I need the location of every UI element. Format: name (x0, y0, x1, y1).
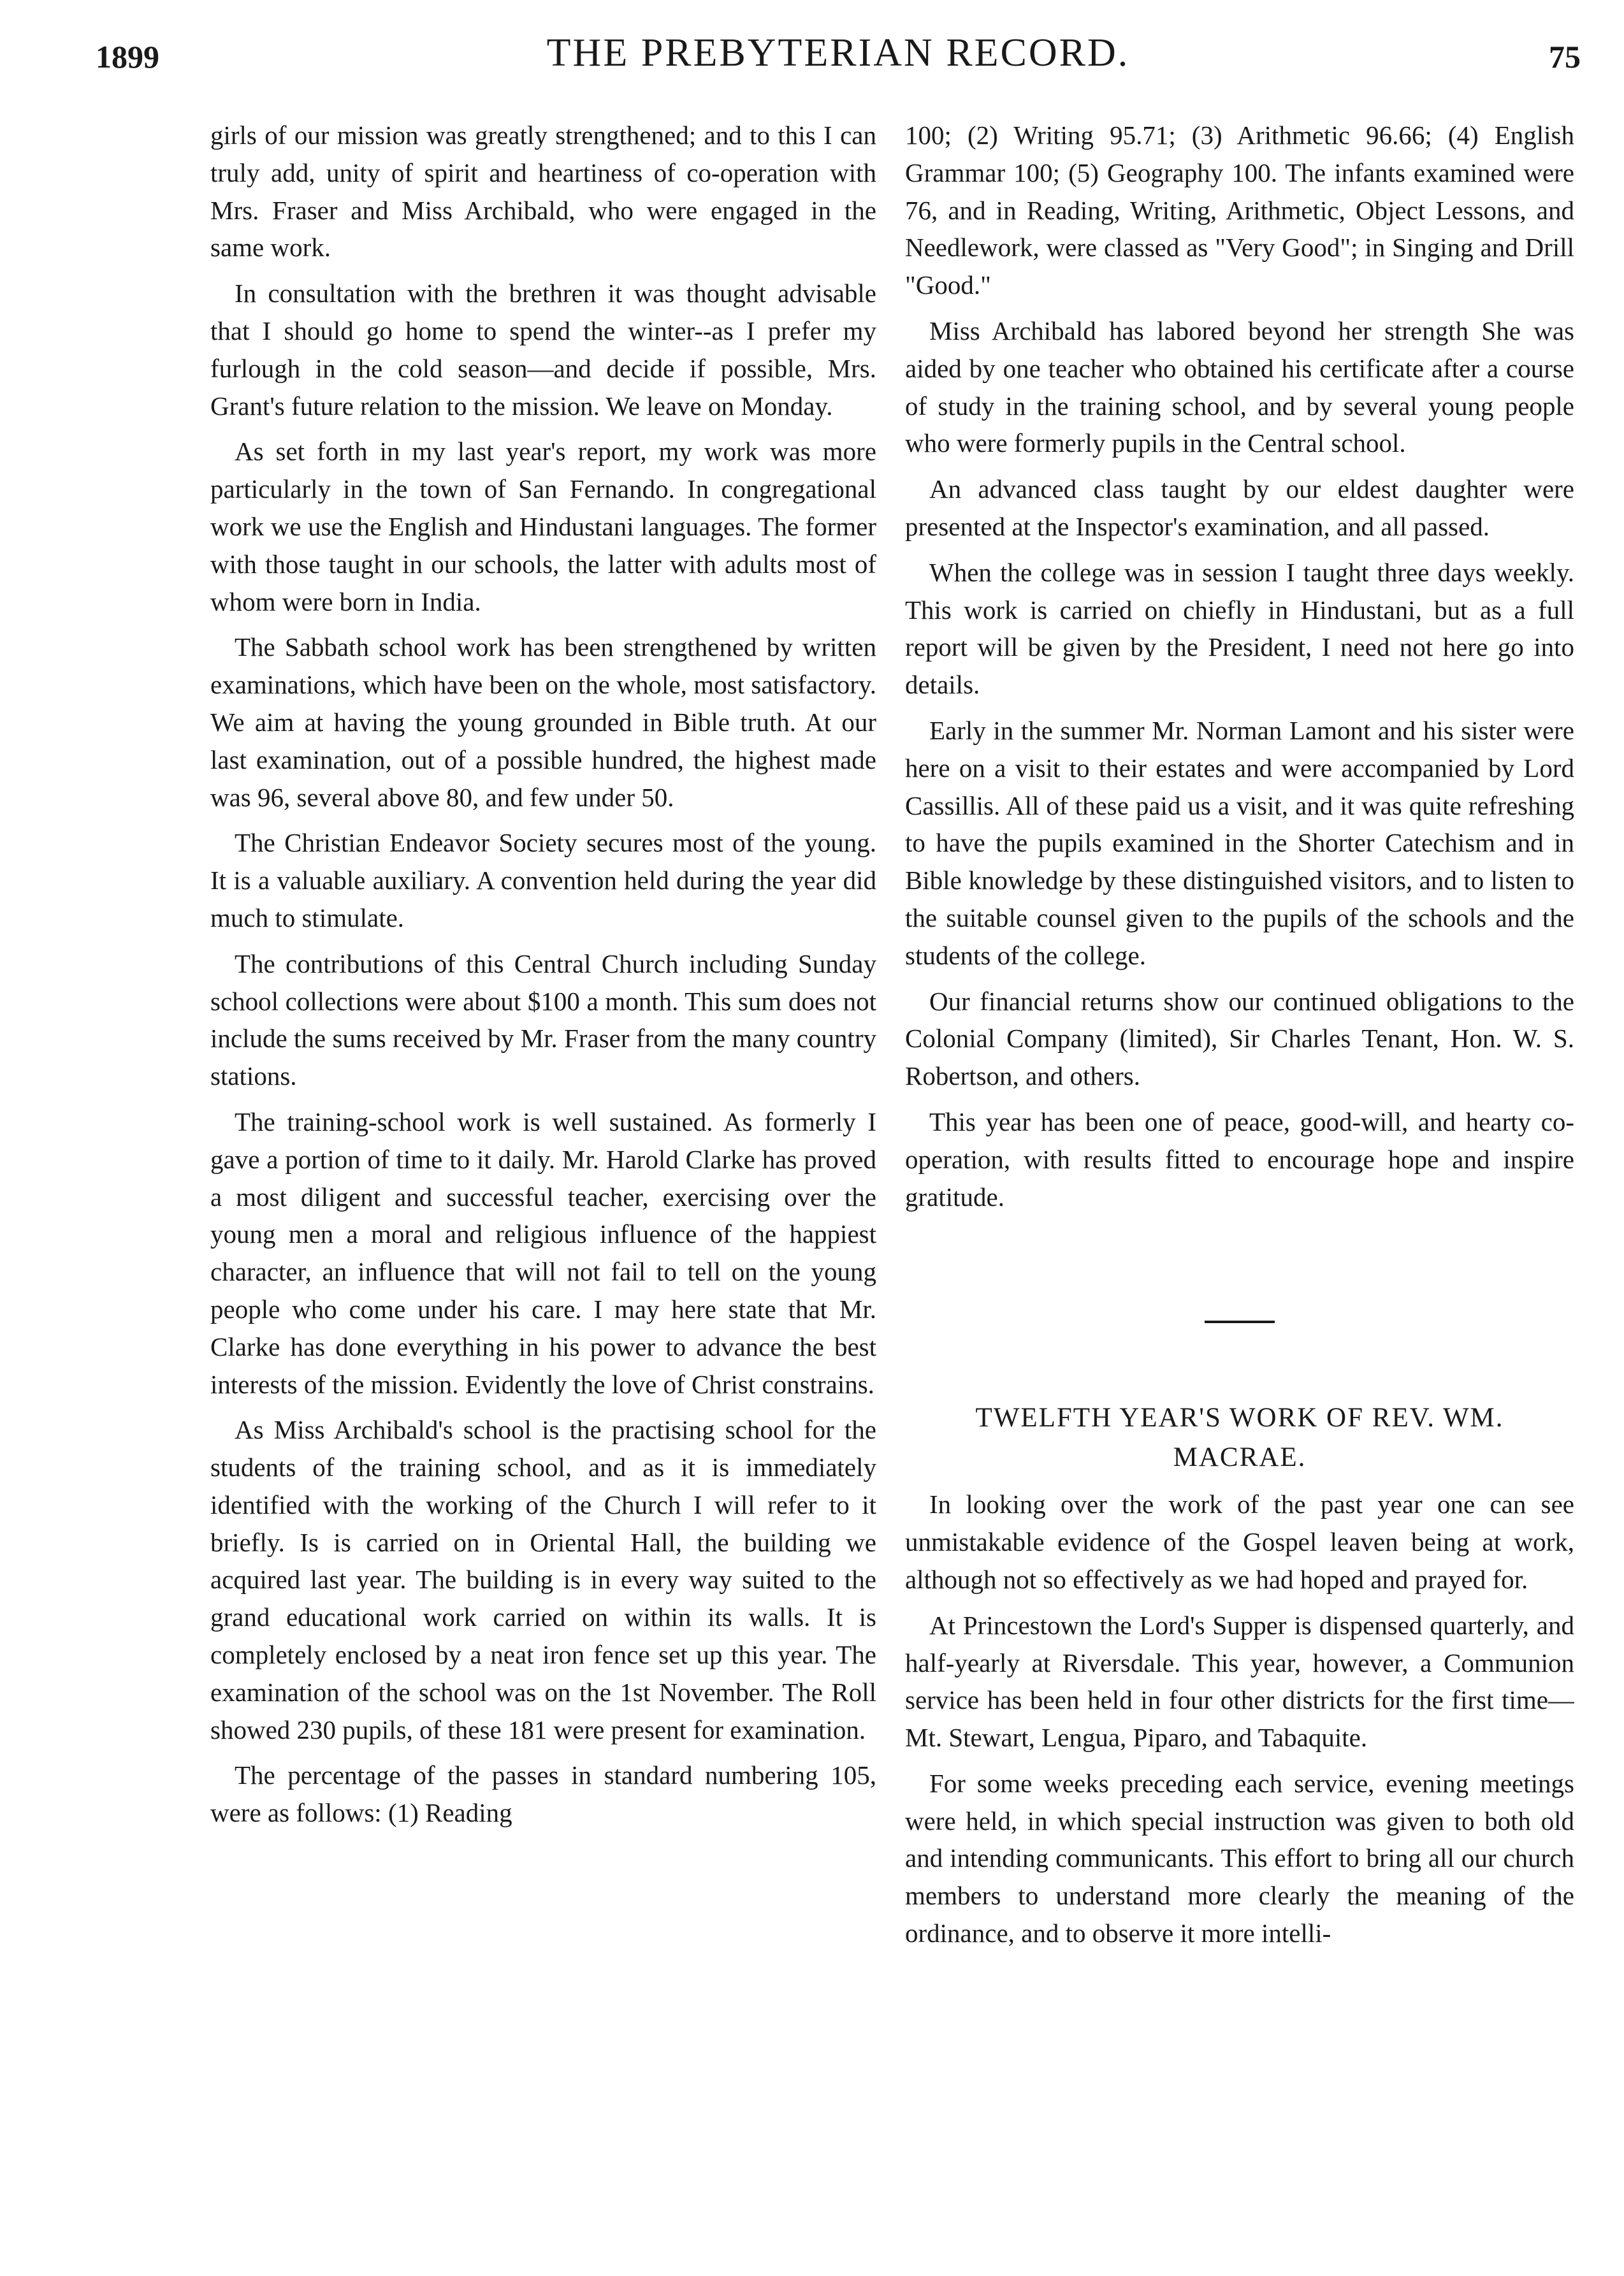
paragraph: The contributions of this Central Church including Sunday school collections were about $100 a month. This sum does not include the sums received by Mr. Fraser from the many country stations. (210, 948, 876, 1091)
paragraph: The percentage of the passes in standard numbering 105, were as follows: (1) Reading (210, 1760, 876, 1828)
section-title-line-1: TWELFTH YEAR'S WORK OF REV. WM. (975, 1403, 1504, 1433)
paragraph: The training-school work is well sustained. As formerly I gave a portion of time to it daily. Mr. Harold Clarke has proved a most diligent and successful teacher, exercising over the young men a moral and religious influence of the happiest character, an influence that will not fail to tell on the young people who come under his care. I may here state that Mr. Clarke has done everything in his power to advance the best interests of the mission. Evidently the love of Christ constrains. (210, 1106, 876, 1399)
paragraph: When the college was in session I taught three days weekly. This work is carried on chiefly in Hindustani, but as a full report will be given by the President, I need not here go into details. (905, 557, 1574, 700)
section-title (905, 1398, 1574, 1477)
paragraph: In consultation with the brethren it was thought advisable that I should go home to spend the winter--as I prefer my furlough in the cold season—and decide if possible, Mrs. Grant's future relation to the mission. We leave on Monday. (210, 279, 876, 421)
paragraph: As Miss Archibald's school is the practising school for the students of the training school, and as it is immediately identified with the working of the Church I will refer to it briefly. Is is carried on in Oriental Hall, the building we acquired last year. The building is in every way suited to the grand educational work carried on within its walls. It is completely enclosed by a neat iron fence set up this year. The examination of the school was on the 1st November. The Roll showed 230 pupils, of these 181 were present for examination. (210, 1415, 876, 1744)
paragraph: 100; (2) Writing 95.71; (3) Arithmetic 96.66; (4) English Grammar 100; (5) Geography 100. The infants examined were 76, and in Reading, Writing, Arithmetic, Object Lessons, and Needlework, were classed as "Very Good"; in Singing and Drill "Good." (905, 120, 1574, 300)
paragraph: An advanced class taught by our eldest daughter were presented at the Inspector's examination, and all passed. (905, 474, 1574, 541)
header-title: THE PREBYTERIAN RECORD. (546, 31, 1130, 75)
section-divider (1205, 1321, 1275, 1323)
paragraph: This year has been one of peace, good-will, and hearty co-operation, with results fitted to encourage hope and inspire gratitude. (905, 1106, 1574, 1212)
paragraph: Early in the summer Mr. Norman Lamont and his sister were here on a visit to their estates and were accompanied by Lord Cassillis. All of these paid us a visit, and it was quite refreshing to have the pupils examined in the Shorter Catechism and in Bible knowledge by these distinguished visitors, and to listen to the suitable counsel given to the pupils of the schools and the students of the college. (905, 715, 1574, 970)
paragraph: As set forth in my last year's report, my work was more particularly in the town of San Fernando. In congregational work we use the English and Hindustani languages. The former with those taught in our schools, the latter with adults most of whom were born in India. (210, 437, 876, 616)
section-title-line-2: MACRAE. (1173, 1442, 1307, 1473)
paragraph: girls of our mission was greatly strengthened; and to this I can truly add, unity of spirit and heartiness of co-operation with Mrs. Fraser and Miss Archibald, who were engaged in the same work. (210, 120, 876, 263)
paragraph: Miss Archibald has labored beyond her strength She was aided by one teacher who obtained his certificate after a course of study in the training school, and by several young people who were formerly pupils in the Central school. (905, 315, 1574, 458)
paragraph: Our financial returns show our continued obligations to the Colonial Company (limited), Sir Charles Tenant, Hon. W. S. Robertson, and others. (905, 986, 1574, 1091)
header-page-number: 75 (1549, 39, 1581, 75)
header-year: 1899 (96, 39, 159, 75)
paragraph: At Princestown the Lord's Supper is dispensed quarterly, and half-yearly at Riversdale. This year, however, a Communion service has been held in four other districts for the first time—Mt. Stewart, Lengua, Piparo, and Tabaquite. (905, 1610, 1574, 1753)
paragraph: For some weeks preceding each service, evening meetings were held, in which special instruction was given to both old and intending communicants. This effort to bring all our church members to understand more clearly the meaning of the ordinance, and to observe it more intelli- (905, 1768, 1574, 1948)
left-column (210, 117, 876, 2258)
paragraph: The Sabbath school work has been strengthened by written examinations, which have been on the whole, most satisfactory. We aim at having the young grounded in Bible truth. At our last examination, out of a possible hundred, the highest made was 96, several above 80, and few under 50. (210, 632, 876, 812)
paragraph: The Christian Endeavor Society secures most of the young. It is a valuable auxiliary. A convention held during the year did much to stimulate. (210, 828, 876, 932)
page-header (96, 25, 1581, 102)
paragraph: In looking over the work of the past year one can see unmistakable evidence of the Gospel leaven being at work, although not so effectively as we had hoped and prayed for. (905, 1490, 1574, 1594)
right-column (905, 117, 1574, 2258)
